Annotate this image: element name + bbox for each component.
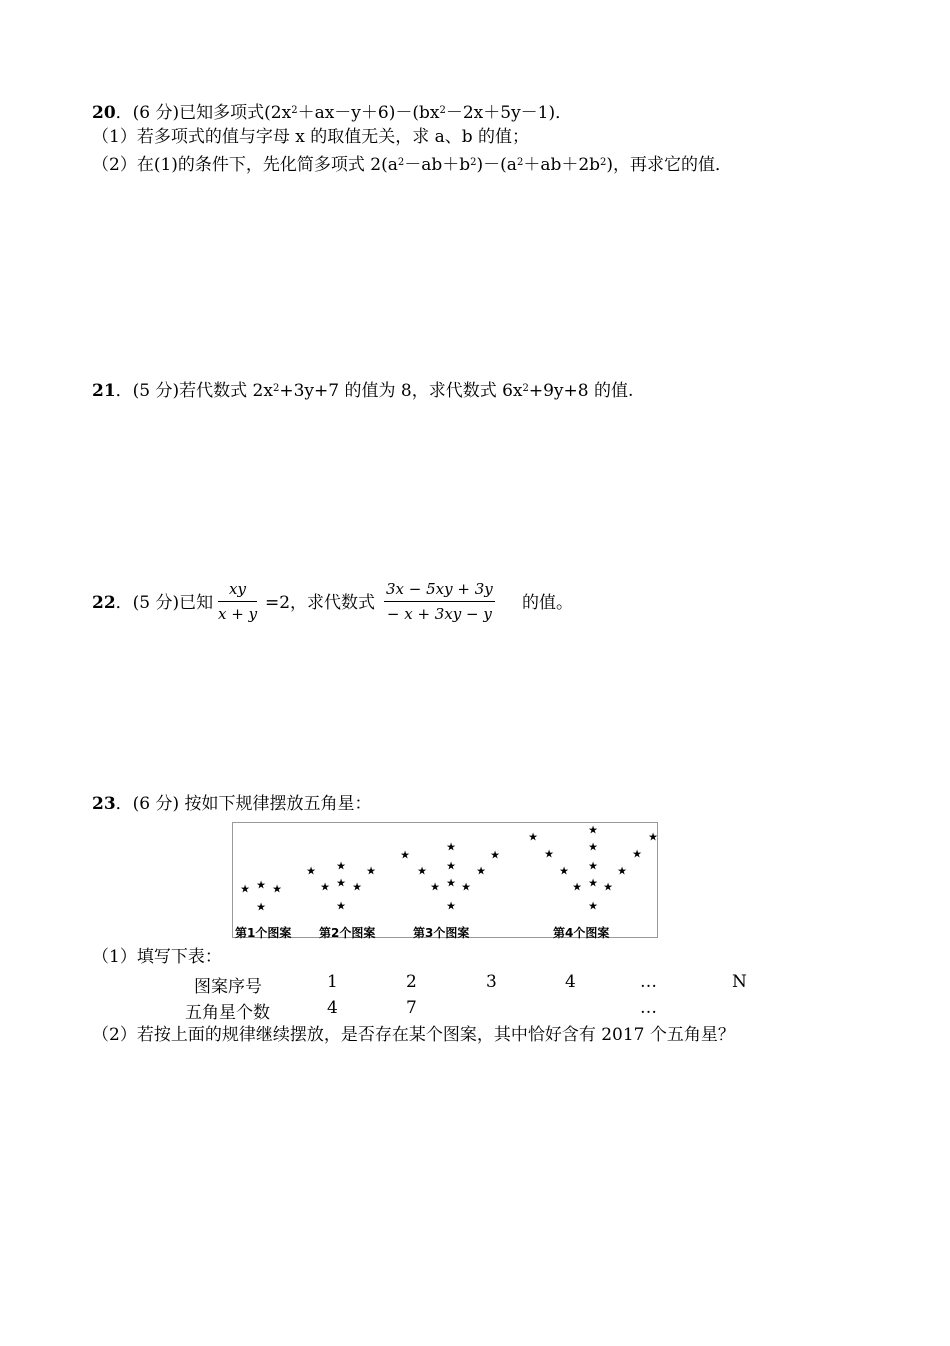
- q20-part1: （1）若多项式的值与字母 x 的取值无关，求 a、b 的值；: [92, 127, 530, 147]
- table-cell: …: [640, 972, 657, 992]
- star-icon: ★: [476, 864, 486, 878]
- fraction-expression: $\frac{3x - 5xy + 3y}{- x + 3xy - y}$: [386, 580, 493, 623]
- star-icon: ★: [366, 864, 376, 878]
- star-pattern-figure: [232, 822, 658, 938]
- caption-pattern-1: 第1个图案: [235, 926, 292, 940]
- star-icon: ★: [336, 876, 346, 890]
- star-icon: ★: [256, 900, 266, 914]
- table-cell: 1: [327, 972, 338, 992]
- star-icon: ★: [588, 840, 598, 854]
- star-icon: ★: [336, 859, 346, 873]
- q20-number: 20: [92, 103, 116, 123]
- star-icon: ★: [588, 899, 598, 913]
- q22-number: 22: [92, 593, 116, 613]
- star-icon: ★: [528, 830, 538, 844]
- caption-pattern-4: 第4个图案: [553, 926, 610, 940]
- q23-part2: （2）若按上面的规律继续摆放，是否存在某个图案，其中恰好含有 2017 个五角星？: [92, 1025, 735, 1045]
- q23-number: 23: [92, 794, 116, 814]
- table-cell: 2: [406, 972, 417, 992]
- star-icon: ★: [320, 880, 330, 894]
- table-cell: 3: [486, 972, 497, 992]
- star-icon: ★: [648, 830, 658, 844]
- star-icon: ★: [490, 848, 500, 862]
- table-cell: N: [732, 972, 747, 992]
- star-icon: ★: [559, 864, 569, 878]
- table-cell: …: [640, 998, 657, 1018]
- table-cell: 7: [406, 998, 417, 1018]
- q22-title-part2: =2，求代数式: [265, 593, 376, 613]
- q22-title-part1: 22．(5 分)已知: [92, 593, 214, 613]
- pattern-table: [0, 972, 950, 1022]
- table-row-label: 五角星个数: [185, 1003, 270, 1023]
- q21-title: 21．(5 分)若代数式 $2x^2+3y+7$ 的值为 8，求代数式 $6x^2+9y+8$ 的值.: [92, 381, 634, 401]
- star-icon: ★: [603, 880, 613, 894]
- star-icon: ★: [446, 859, 456, 873]
- q20-part2: （2）在(1)的条件下，先化简多项式 $2(a^2-ab+b^2)-(a^2+ab+2b^2)$，再求它的值．: [92, 155, 733, 175]
- star-icon: ★: [588, 859, 598, 873]
- star-icon: ★: [256, 878, 266, 892]
- star-icon: ★: [544, 847, 554, 861]
- q20-title: 20．(6 分)已知多项式$(2x^2+ax-y+6)-(bx^2-2x+5y-1)$．: [92, 103, 573, 123]
- q23-part1: （1）填写下表：: [92, 947, 222, 967]
- star-icon: ★: [240, 882, 250, 896]
- star-icon: ★: [336, 899, 346, 913]
- fraction-xy-over-x-plus-y: $\frac{xy}{x + y}$: [218, 580, 258, 623]
- caption-pattern-3: 第3个图案: [413, 926, 470, 940]
- table-cell: 4: [327, 998, 338, 1018]
- star-icon: ★: [306, 864, 316, 878]
- star-icon: ★: [417, 864, 427, 878]
- table-cell: 4: [565, 972, 576, 992]
- star-icon: ★: [617, 864, 627, 878]
- caption-pattern-2: 第2个图案: [319, 926, 376, 940]
- star-icon: ★: [446, 899, 456, 913]
- table-header-label: 图案序号: [194, 977, 262, 997]
- q23-title: 23．(6 分) 按如下规律摆放五角星：: [92, 794, 372, 814]
- q21-number: 21: [92, 381, 116, 401]
- star-icon: ★: [272, 882, 282, 896]
- star-icon: ★: [446, 840, 456, 854]
- star-icon: ★: [572, 880, 582, 894]
- star-icon: ★: [588, 823, 598, 837]
- star-icon: ★: [430, 880, 440, 894]
- star-icon: ★: [352, 880, 362, 894]
- star-icon: ★: [461, 880, 471, 894]
- q22-title-part3: 的值。: [522, 593, 573, 613]
- star-icon: ★: [400, 848, 410, 862]
- star-icon: ★: [446, 876, 456, 890]
- star-icon: ★: [632, 847, 642, 861]
- star-icon: ★: [588, 876, 598, 890]
